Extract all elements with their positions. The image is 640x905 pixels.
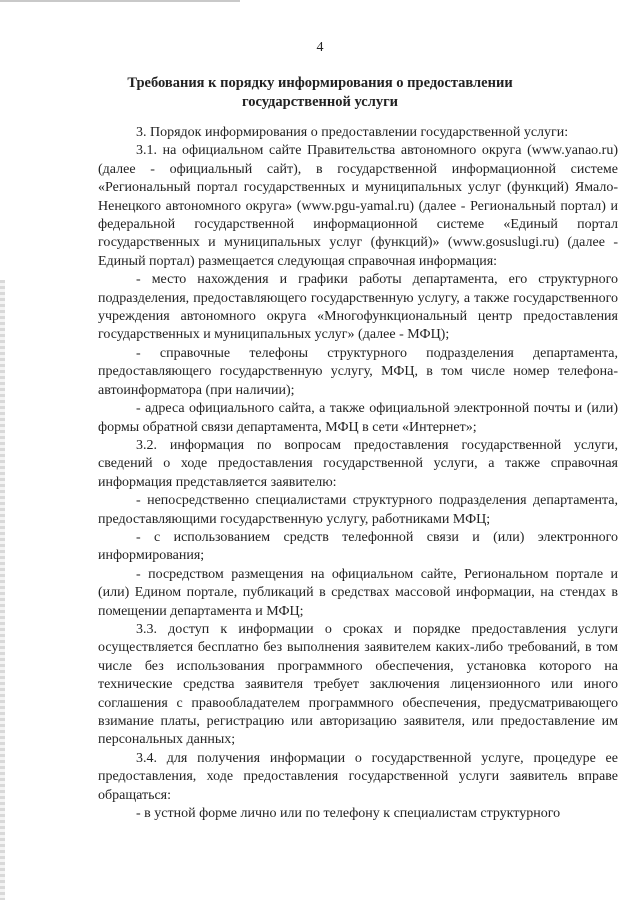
paragraph-3-2: 3.2. информация по вопросам предоставления государственной услуги, сведений о ходе предоставления государственной услуги, а также справочная информация представляется заявителю:: [98, 437, 618, 490]
list-item: - место нахождения и графики работы департамента, его структурного подразделения, предоставляющего государственную услугу, а также государственного учреждения автономного округа «Многофункциональный центр предоставления государственных и муниципальных услуг» (далее - МФЦ);: [98, 272, 618, 343]
list-item: - посредством размещения на официальном сайте, Региональном портале и (или) Едином портале, публикаций в средствах массовой информации, на стендах в помещении департамента и МФЦ;: [98, 566, 618, 619]
paragraph-3-3: 3.3. доступ к информации о сроках и порядке предоставления услуги осуществляется бесплатно без выполнения заявителем каких-либо требований, в том числе без использования программного обеспечения, установка которого на технические средства заявителя требует заключения лицензионного или иного соглашения с правообладателем программного обеспечения, предусматривающего взимание платы, регистрацию или авторизацию заявителя, или предоставление им персональных данных;: [98, 621, 618, 748]
paragraph-3-1: 3.1. на официальном сайте Правительства автономного округа (www.yanao.ru) (далее - официальный сайт), в государственной информационной системе «Региональный портал государственных и муниципальных услуг (функций) Ямало-Ненецкого автономного округа» (www.pgu-yamal.ru) (далее - Региональный портал) и федеральной государственной информационной системе «Единый портал государственных и муниципальных услуг (функций)» (www.gosuslugi.ru) (далее - Единый портал) размещается следующая справочная информация:: [98, 143, 618, 269]
scan-edge-left: [0, 280, 5, 900]
list-item: - с использованием средств телефонной связи и (или) электронного информирования;: [98, 529, 618, 564]
paragraph-intro: 3. Порядок информирования о предоставлении государственной услуги:: [136, 125, 569, 140]
page-number: 4: [316, 40, 324, 55]
section-title-line-2: государственной услуги: [241, 94, 399, 110]
list-item: - непосредственно специалистами структурного подразделения департамента, предоставляющими государственную услугу, работниками МФЦ;: [98, 493, 618, 527]
list-item: - в устной форме лично или по телефону к специалистам структурного: [136, 806, 561, 822]
section-title: [110, 74, 530, 112]
body-text: [98, 124, 618, 823]
paragraph-3-4: 3.4. для получения информации о государственной услуге, процедуре ее предоставления, ходе предоставления государственной услуги заявитель вправе обращаться:: [98, 750, 618, 803]
list-item: - адреса официального сайта, а также официальной электронной почты и (или) формы обратной связи департамента, МФЦ в сети «Интернет»;: [98, 401, 618, 435]
list-item: - справочные телефоны структурного подразделения департамента, предоставляющего государственную услугу, МФЦ, в том числе номер телефона-автоинформатора (при наличии);: [98, 345, 618, 398]
scan-edge-top: [0, 0, 240, 2]
section-title-line-1: Требования к порядку информирования о предоставлении: [127, 75, 513, 91]
